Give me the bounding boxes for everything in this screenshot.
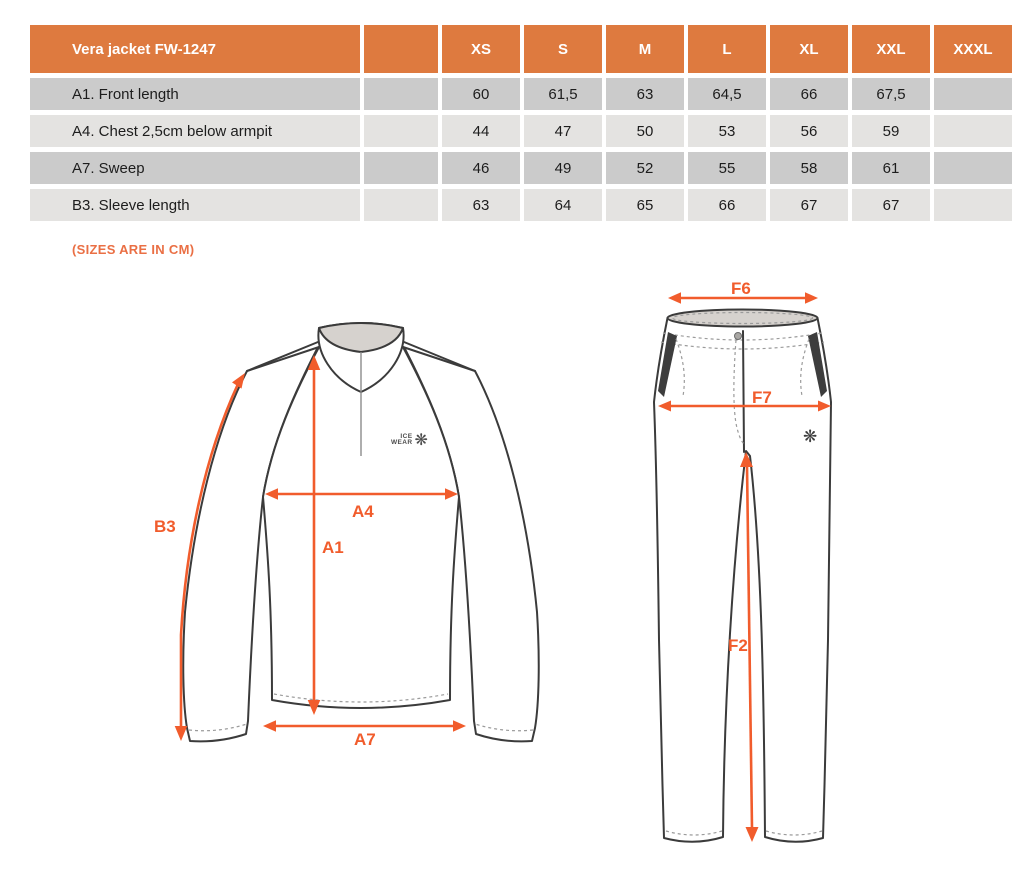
size-col-header-xxl: XXL xyxy=(852,25,930,73)
a1-arrowhead-bottom xyxy=(308,700,321,715)
size-value-cell: 63 xyxy=(606,78,684,110)
size-value-cell: 61 xyxy=(852,152,930,184)
f6-arrowhead-right xyxy=(805,292,818,303)
size-value-cell: 55 xyxy=(688,152,766,184)
size-value-cell: 67 xyxy=(770,189,848,221)
sizes-unit-note: (SIZES ARE IN CM) xyxy=(72,242,195,257)
size-value-cell: 64,5 xyxy=(688,78,766,110)
size-value-cell: 50 xyxy=(606,115,684,147)
row-label: A7. Sweep xyxy=(30,152,360,184)
brand-logo-line2: WEAR xyxy=(391,439,413,446)
size-value-cell: 56 xyxy=(770,115,848,147)
size-value-cell: 53 xyxy=(688,115,766,147)
pants-drawing xyxy=(654,292,831,842)
b3-arrowhead-bottom xyxy=(175,726,188,741)
size-value-cell: 52 xyxy=(606,152,684,184)
fly-center-line xyxy=(743,331,744,452)
pants-body xyxy=(654,318,831,842)
size-value-cell: 66 xyxy=(688,189,766,221)
measure-label-b3: B3 xyxy=(154,517,176,536)
measure-label-a7: A7 xyxy=(354,730,376,749)
product-title-cell: Vera jacket FW-1247 xyxy=(30,25,360,73)
size-value-cell: 66 xyxy=(770,78,848,110)
size-value-cell: 59 xyxy=(852,115,930,147)
measure-label-f7: F7 xyxy=(752,388,772,407)
size-value-cell: 63 xyxy=(442,189,520,221)
snowflake-icon: ❋ xyxy=(803,427,818,446)
f6-arrowhead-left xyxy=(668,292,681,303)
size-value-cell: 49 xyxy=(524,152,602,184)
measure-label-a4: A4 xyxy=(352,502,374,521)
f2-arrowhead-bottom xyxy=(746,827,759,842)
row-label: A4. Chest 2,5cm below armpit xyxy=(30,115,360,147)
size-col-header-xs: XS xyxy=(442,25,520,73)
a7-arrowhead-left xyxy=(263,720,276,731)
size-value-cell: 61,5 xyxy=(524,78,602,110)
jacket-drawing xyxy=(175,323,539,741)
size-col-header-s: S xyxy=(524,25,602,73)
size-value-cell: 67,5 xyxy=(852,78,930,110)
row-label: A1. Front length xyxy=(30,78,360,110)
size-value-cell: 60 xyxy=(442,78,520,110)
size-col-header-l: L xyxy=(688,25,766,73)
size-col-header-xxxl: XXXL xyxy=(934,25,1012,73)
measure-label-f6: F6 xyxy=(731,279,751,298)
size-value-cell: 46 xyxy=(442,152,520,184)
size-value-cell: 47 xyxy=(524,115,602,147)
size-value-cell: 58 xyxy=(770,152,848,184)
row-label: B3. Sleeve length xyxy=(30,189,360,221)
size-value-cell: 44 xyxy=(442,115,520,147)
snowflake-icon: ❋ xyxy=(414,432,428,449)
size-col-header-xl: XL xyxy=(770,25,848,73)
a7-arrowhead-right xyxy=(453,720,466,731)
waist-button xyxy=(735,333,742,340)
measure-label-a1: A1 xyxy=(322,538,344,557)
size-col-header-m: M xyxy=(606,25,684,73)
size-value-cell: 65 xyxy=(606,189,684,221)
brand-logo xyxy=(391,430,428,450)
brand-logo-line1: ICE xyxy=(400,432,413,440)
measure-label-f2: F2 xyxy=(728,636,748,655)
size-value-cell: 67 xyxy=(852,189,930,221)
size-value-cell: 64 xyxy=(524,189,602,221)
